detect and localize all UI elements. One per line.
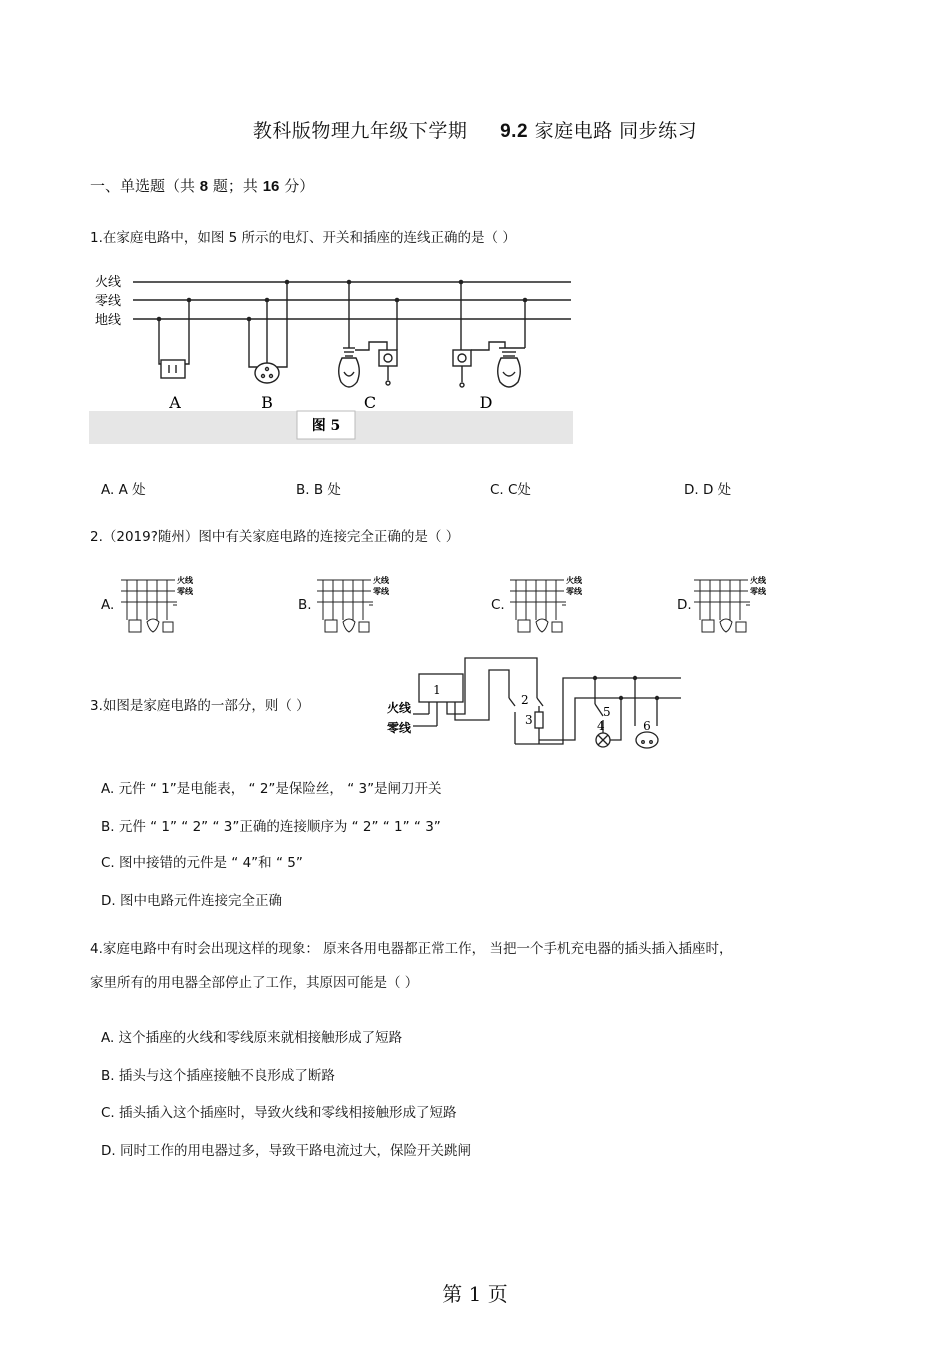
q2-option-b[interactable]: B. <box>298 597 312 613</box>
q3-num-4: 4 <box>597 719 605 733</box>
electric-meter <box>419 674 463 702</box>
switch-c <box>379 350 397 366</box>
q2-option-d[interactable]: D. <box>677 597 692 613</box>
q2-neutral-label: 零线 <box>373 586 389 596</box>
q2-figure-c <box>506 572 586 638</box>
q3-neutral-label: 零线 <box>387 721 412 735</box>
q2-figure-b <box>313 572 393 638</box>
q2-live-label: 火线 <box>177 575 193 585</box>
q1-option-c[interactable]: C. C处 <box>490 482 531 498</box>
q3-live-label: 火线 <box>387 701 412 715</box>
figure-label-d: D <box>479 393 493 412</box>
question-1-text: 1.在家庭电路中，如图 5 所示的电灯、开关和插座的连线正确的是（ ） <box>90 230 516 246</box>
figure-label-c: C <box>363 393 377 412</box>
q1-option-a[interactable]: A. A 处 <box>101 482 146 498</box>
question-3-figure <box>385 654 685 754</box>
neutral-wire-label: 零线 <box>95 294 122 309</box>
q4-option-a[interactable]: A. 这个插座的火线和零线原来就相接触形成了短路 <box>101 1030 403 1046</box>
q3-option-a[interactable]: A. 元件 “ 1”是电能表， “ 2”是保险丝， “ 3”是闸刀开关 <box>101 781 442 797</box>
fuse <box>535 712 543 728</box>
q3-num-1: 1 <box>433 683 441 697</box>
q1-option-b[interactable]: B. B 处 <box>296 482 341 498</box>
q4-option-d[interactable]: D. 同时工作的用电器过多，导致干路电流过大，保险开关跳闸 <box>101 1143 471 1159</box>
q2-option-c[interactable]: C. <box>491 597 505 613</box>
live-wire-label: 火线 <box>95 275 122 290</box>
q2-neutral-label: 零线 <box>177 586 193 596</box>
question-4-line-1: 4.家庭电路中有时会出现这样的现象： 原来各用电器都正常工作， 当把一个手机充电器的插头插入插座时， <box>90 941 733 957</box>
question-2-text: 2.（2019?随州）图中有关家庭电路的连接完全正确的是（ ） <box>90 529 460 545</box>
figure-label-a: A <box>169 393 181 412</box>
q3-option-c[interactable]: C. 图中接错的元件是 “ 4”和 “ 5” <box>101 855 303 871</box>
socket-b <box>255 363 279 383</box>
q3-num-3: 3 <box>525 713 533 727</box>
ground-wire-label: 地线 <box>95 313 122 328</box>
figure-caption: 图 5 <box>311 418 341 434</box>
page-number: 第 1 页 <box>442 1282 508 1306</box>
figure-label-b: B <box>261 393 273 412</box>
q3-option-b[interactable]: B. 元件 “ 1” “ 2” “ 3”正确的连接顺序为 “ 2” “ 1” “ 3” <box>101 819 441 835</box>
q3-option-d[interactable]: D. 图中电路元件连接完全正确 <box>101 893 282 909</box>
q3-num-5: 5 <box>603 705 611 719</box>
q4-option-b[interactable]: B. 插头与这个插座接触不良形成了断路 <box>101 1068 335 1084</box>
q2-option-a[interactable]: A. <box>101 597 115 613</box>
question-1-figure <box>89 266 573 444</box>
question-4-line-2: 家里所有的用电器全部停止了工作，其原因可能是（ ） <box>90 975 419 991</box>
section-header: 一、单选题（共 8 题；共 16 分） <box>90 177 315 195</box>
q2-live-label: 火线 <box>373 575 389 585</box>
question-3-text: 3.如图是家庭电路的一部分，则（ ） <box>90 698 310 714</box>
socket-a <box>161 360 185 378</box>
page-title: 教科版物理九年级下学期 9.2 家庭电路 同步练习 <box>252 120 698 142</box>
q3-num-2: 2 <box>521 693 529 707</box>
q2-live-label: 火线 <box>566 575 582 585</box>
q2-live-label: 火线 <box>750 575 766 585</box>
q2-neutral-label: 零线 <box>566 586 582 596</box>
q2-neutral-label: 零线 <box>750 586 766 596</box>
q4-option-c[interactable]: C. 插头插入这个插座时，导致火线和零线相接触形成了短路 <box>101 1105 457 1121</box>
switch-d <box>453 350 471 366</box>
q2-figure-d <box>690 572 770 638</box>
q3-num-6: 6 <box>643 719 651 733</box>
q1-option-d[interactable]: D. D 处 <box>684 482 732 498</box>
q2-figure-a <box>117 572 197 638</box>
